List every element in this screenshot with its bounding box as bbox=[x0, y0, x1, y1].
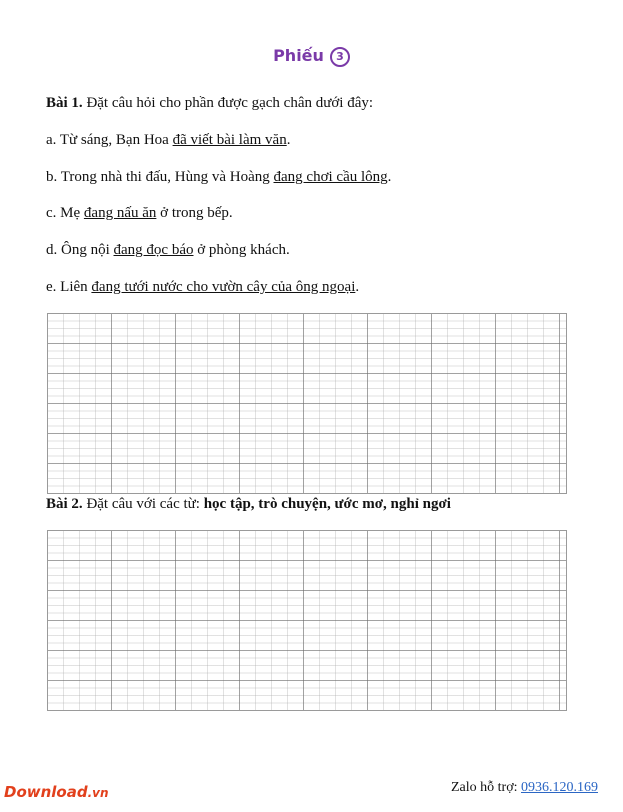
underlined-phrase: đang tưới nước cho vườn cây của ông ngoại bbox=[91, 279, 356, 295]
exercise-1-item-c bbox=[46, 205, 233, 222]
item-text: . bbox=[286, 132, 291, 148]
download-logo[interactable] bbox=[4, 783, 109, 801]
underlined-phrase: đã viết bài làm văn bbox=[172, 132, 287, 148]
logo-suffix-text: .vn bbox=[87, 786, 109, 800]
item-text: b. Trong nhà thi đấu, Hùng và Hoàng bbox=[46, 169, 274, 185]
item-text: e. Liên bbox=[46, 279, 92, 295]
exercise-1-item-e bbox=[46, 279, 359, 296]
underlined-phrase: đang đọc báo bbox=[113, 242, 194, 258]
item-text: a. Từ sáng, Bạn Hoa bbox=[46, 132, 173, 148]
underlined-phrase: đang chơi cầu lông bbox=[273, 169, 388, 185]
underlined-phrase: đang nấu ăn bbox=[83, 205, 157, 221]
answer-grid-2[interactable] bbox=[47, 530, 567, 711]
worksheet-number-badge: 3 bbox=[330, 47, 350, 67]
zalo-support bbox=[451, 780, 598, 796]
exercise-1-heading bbox=[46, 95, 373, 112]
support-label: Zalo hỗ trợ: bbox=[451, 780, 518, 795]
exercise-1-instruction: Đặt câu hỏi cho phần được gạch chân dưới đây: bbox=[86, 95, 374, 111]
exercise-1-label: Bài 1. bbox=[46, 95, 83, 111]
exercise-2-words: học tập, trò chuyện, ước mơ, nghỉ ngơi bbox=[203, 496, 451, 512]
exercise-2-instruction: Đặt câu với các từ: bbox=[86, 496, 200, 512]
exercise-2-heading bbox=[46, 496, 451, 513]
item-text: . bbox=[355, 279, 360, 295]
answer-grid-1[interactable] bbox=[47, 313, 567, 494]
item-text: ở trong bếp. bbox=[156, 205, 233, 221]
exercise-1-item-b bbox=[46, 169, 391, 186]
exercise-1-item-d bbox=[46, 242, 290, 259]
item-text: ở phòng khách. bbox=[193, 242, 290, 258]
exercise-1-item-a bbox=[46, 132, 290, 149]
logo-main-text: Download bbox=[4, 783, 88, 801]
title-text: Phiếu bbox=[273, 46, 324, 65]
support-phone-link[interactable]: 0936.120.169 bbox=[521, 780, 598, 795]
worksheet-title bbox=[0, 46, 623, 67]
item-text: . bbox=[387, 169, 392, 185]
exercise-2-label: Bài 2. bbox=[46, 496, 83, 512]
item-text: d. Ông nội bbox=[46, 242, 114, 258]
item-text: c. Mẹ bbox=[46, 205, 84, 221]
